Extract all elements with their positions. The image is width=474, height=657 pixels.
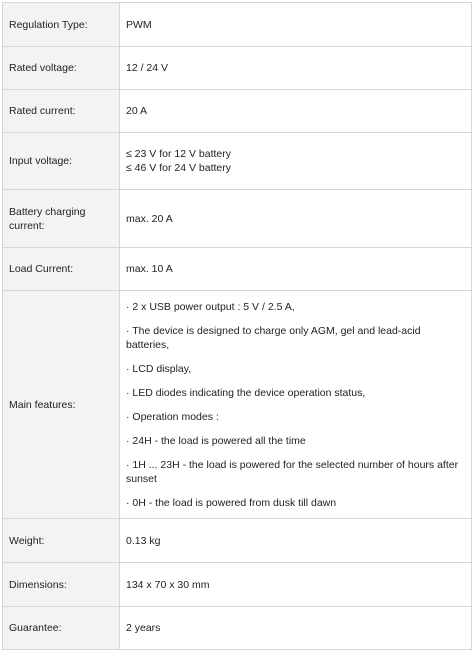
row-label: Rated voltage: xyxy=(3,47,120,90)
specifications-table xyxy=(2,2,472,650)
value-line: ≤ 46 V for 24 V battery xyxy=(126,162,231,174)
feature-item: · 1H ... 23H - the load is powered for the selected number of hours after sunset xyxy=(126,458,459,485)
row-value: 0.13 kg xyxy=(120,519,472,563)
table-row xyxy=(3,291,472,519)
feature-item: · 0H - the load is powered from dusk till dawn xyxy=(126,496,337,509)
row-label: Regulation Type: xyxy=(3,3,120,47)
value-line: ≤ 23 V for 12 V battery xyxy=(126,148,231,160)
table-row xyxy=(3,133,472,190)
row-value: 20 A xyxy=(120,90,472,133)
table-row xyxy=(3,3,472,47)
row-value: max. 20 A xyxy=(120,190,472,248)
row-value xyxy=(120,291,472,519)
row-value: max. 10 A xyxy=(120,248,472,291)
row-value: 2 years xyxy=(120,607,472,650)
row-label xyxy=(3,190,120,248)
feature-item: · 2 x USB power output : 5 V / 2.5 A, xyxy=(126,300,295,313)
row-label: Guarantee: xyxy=(3,607,120,650)
row-label: Main features: xyxy=(3,291,120,519)
feature-item: · LCD display, xyxy=(126,362,192,375)
row-label: Load Current: xyxy=(3,248,120,291)
feature-item: · The device is designed to charge only AGM, gel and lead-acid batteries, xyxy=(126,324,421,351)
table-row xyxy=(3,563,472,607)
table-row xyxy=(3,190,472,248)
table-row xyxy=(3,519,472,563)
row-value: 12 / 24 V xyxy=(120,47,472,90)
table-row xyxy=(3,90,472,133)
label-line: Battery charging xyxy=(9,205,86,218)
table-row xyxy=(3,248,472,291)
table-row xyxy=(3,607,472,650)
row-label: Input voltage: xyxy=(3,133,120,190)
row-value xyxy=(120,133,472,190)
feature-item: · LED diodes indicating the device operation status, xyxy=(126,386,366,399)
row-label: Dimensions: xyxy=(3,563,120,607)
feature-item: · Operation modes : xyxy=(126,410,219,423)
table-row xyxy=(3,47,472,90)
row-value: PWM xyxy=(120,3,472,47)
row-label: Rated current: xyxy=(3,90,120,133)
row-value: 134 x 70 x 30 mm xyxy=(120,563,472,607)
row-label: Weight: xyxy=(3,519,120,563)
label-line: current: xyxy=(9,219,45,232)
feature-item: · 24H - the load is powered all the time xyxy=(126,434,306,447)
